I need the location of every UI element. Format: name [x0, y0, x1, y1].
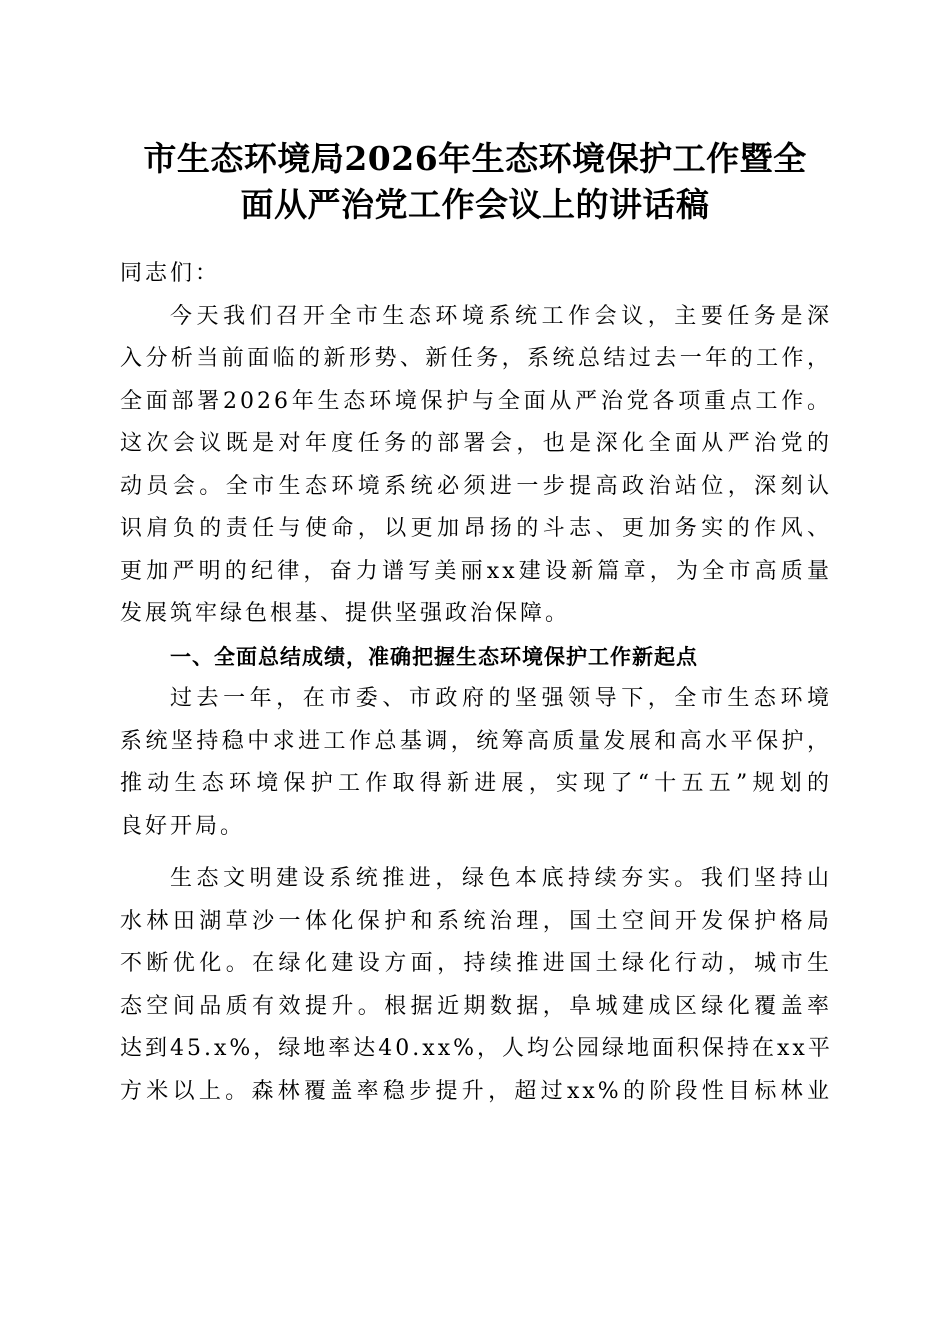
- section-heading-1: 一、全面总结成绩，准确把握生态环境保护工作新起点: [170, 644, 698, 669]
- paragraph-3-line-5: 达到45.x%，绿地率达40.xx%，人均公园绿地面积保持在xx平: [120, 1036, 833, 1061]
- paragraph-1-line-7: 更加严明的纪律，奋力谱写美丽xx建设新篇章，为全市高质量: [120, 558, 832, 584]
- paragraph-1-line-4: 这次会议既是对年度任务的部署会，也是深化全面从严治党的: [120, 431, 832, 456]
- paragraph-2-line-1: 过去一年，在市委、市政府的坚强领导下，全市生态环境: [170, 686, 832, 711]
- document-body: [120, 253, 832, 1113]
- paragraph-3-line-1: 生态文明建设系统推进，绿色本底持续夯实。我们坚持山: [170, 866, 832, 891]
- paragraph-3-line-3: 不断优化。在绿化建设方面，持续推进国土绿化行动，城市生: [120, 951, 832, 976]
- title-line-2: 面从严治党工作会议上的讲话稿: [240, 185, 710, 224]
- salutation: 同志们：: [120, 261, 221, 286]
- paragraph-1-line-5: 动员会。全市生态环境系统必须进一步提高政治站位，深刻认: [120, 473, 832, 499]
- paragraph-3-line-6: 方米以上。森林覆盖率稳步提升，超过xx%的阶段性目标林业: [120, 1078, 832, 1104]
- paragraph-1: [120, 296, 832, 636]
- paragraph-2-line-2: 系统坚持稳中求进工作总基调，统筹高质量发展和高水平保护，: [120, 728, 832, 754]
- paragraph-2: [120, 678, 832, 848]
- paragraph-1-line-1: 今天我们召开全市生态环境系统工作会议，主要任务是深: [170, 303, 832, 329]
- paragraph-3: [120, 858, 832, 1113]
- paragraph-2-line-3: 推动生态环境保护工作取得新进展，实现了“十五五”规划的: [120, 771, 832, 796]
- document-title: [100, 136, 850, 228]
- paragraph-1-line-2: 入分析当前面临的新形势、新任务，系统总结过去一年的工作，: [120, 346, 832, 371]
- paragraph-spacer: [120, 848, 832, 858]
- paragraph-3-line-2: 水林田湖草沙一体化保护和系统治理，国土空间开发保护格局: [120, 908, 832, 934]
- paragraph-1-line-8: 发展筑牢绿色根基、提供坚强政治保障。: [120, 601, 571, 626]
- paragraph-3-line-4: 态空间品质有效提升。根据近期数据，阜城建成区绿化覆盖率: [120, 993, 832, 1019]
- paragraph-1-line-6: 识肩负的责任与使命，以更加昂扬的斗志、更加务实的作风、: [120, 516, 832, 541]
- paragraph-1-line-3: 全面部署2026年生态环境保护与全面从严治党各项重点工作。: [120, 388, 832, 414]
- paragraph-2-line-4: 良好开局。: [120, 813, 246, 839]
- title-line-1: 市生态环境局2026年生态环境保护工作暨全: [143, 139, 807, 178]
